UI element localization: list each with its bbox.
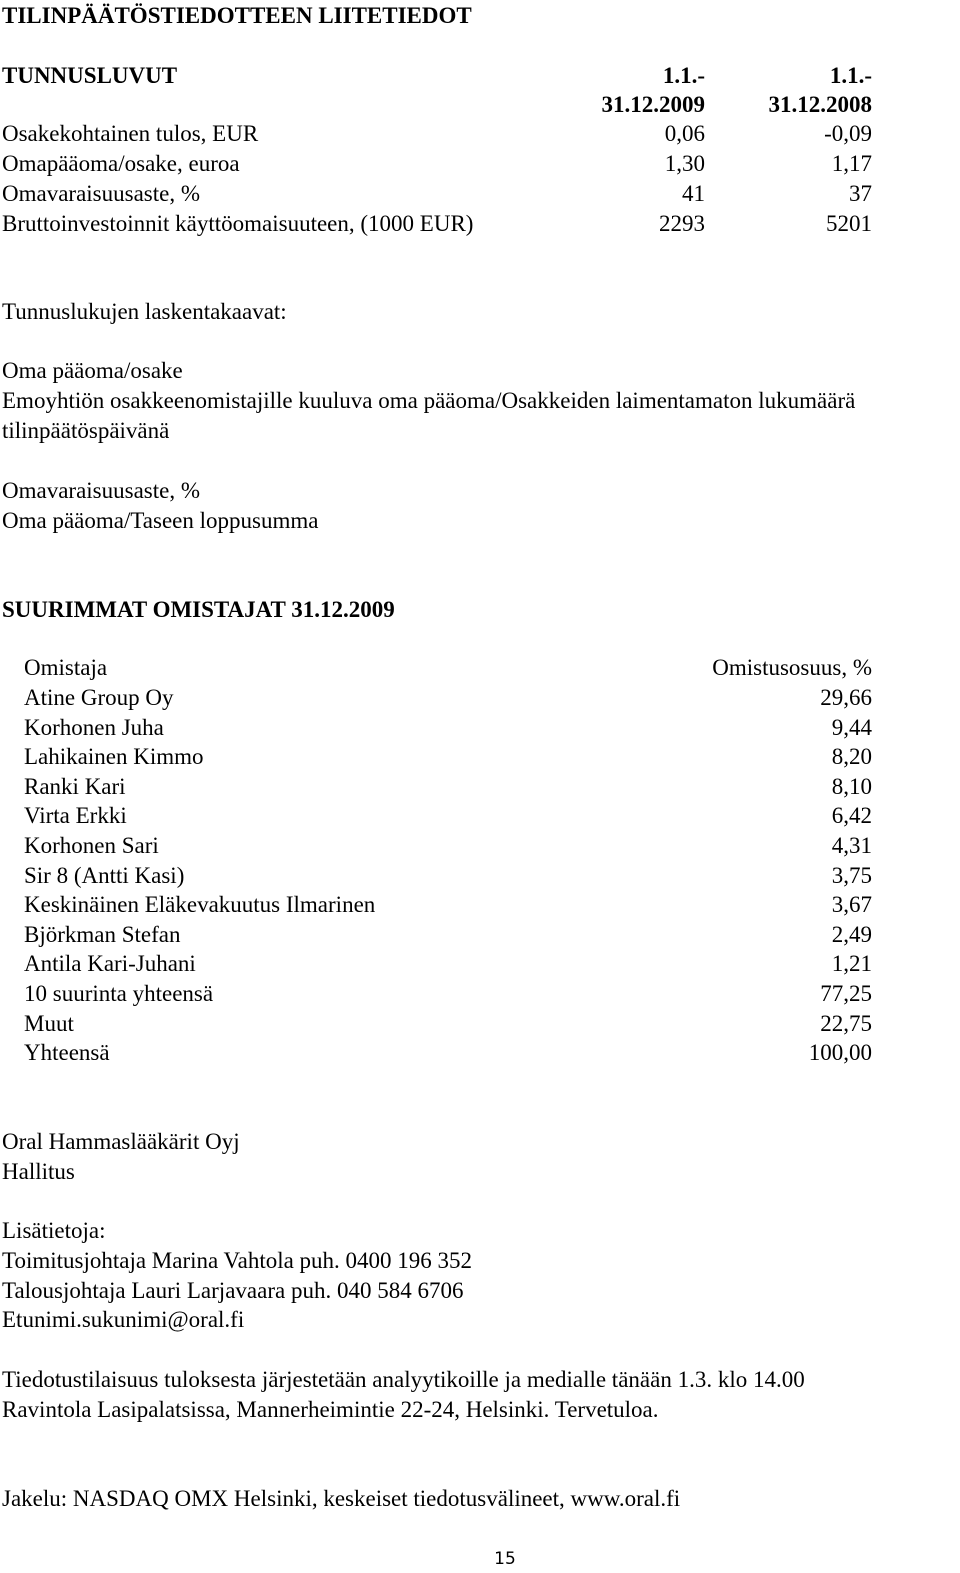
- kf-row-2008: 1,17: [831, 151, 872, 176]
- kf-row-2009: 0,06: [664, 121, 705, 146]
- owner-share: 22,75: [820, 1011, 872, 1036]
- owner-share: 3,75: [831, 863, 872, 888]
- contacts-title: Lisätietoja:: [2, 1218, 106, 1243]
- page-title: TILINPÄÄTÖSTIEDOTTEEN LIITETIEDOT: [2, 3, 472, 28]
- contact-ceo: Toimitusjohtaja Marina Vahtola puh. 0400 196 352: [2, 1248, 473, 1273]
- kf-row-label: Omapääoma/osake, euroa: [2, 151, 240, 176]
- owners-title: SUURIMMAT OMISTAJAT 31.12.2009: [2, 597, 395, 622]
- owner-name: Ranki Kari: [24, 774, 126, 799]
- briefing-line: Tiedotustilaisuus tuloksesta järjestetään analyytikoille ja medialle tänään 1.3. klo 14.00: [2, 1367, 805, 1392]
- owner-name: Muut: [24, 1011, 74, 1036]
- owner-name: Keskinäinen Eläkevakuutus Ilmarinen: [24, 892, 376, 917]
- col-2009-end: 31.12.2009: [601, 92, 705, 117]
- owner-name: Lahikainen Kimmo: [24, 744, 204, 769]
- formula-equity-line: tilinpäätöspäivänä: [2, 418, 170, 443]
- kf-row-label: Osakekohtainen tulos, EUR: [2, 121, 259, 146]
- contact-cfo: Talousjohtaja Lauri Larjavaara puh. 040 584 6706: [2, 1278, 464, 1303]
- formula-equity-line: Emoyhtiön osakkeenomistajille kuuluva oma pääoma/Osakkeiden laimentamaton lukumäärä: [2, 388, 856, 413]
- contact-email: Etunimi.sukunimi@oral.fi: [2, 1307, 245, 1332]
- kf-row-2008: 37: [849, 181, 872, 206]
- kf-row-2009: 41: [682, 181, 705, 206]
- owner-name: Virta Erkki: [24, 803, 127, 828]
- kf-row-2008: 5201: [826, 211, 872, 236]
- col-2008-start: 1.1.-: [829, 63, 872, 88]
- owner-name: Antila Kari-Juhani: [24, 951, 196, 976]
- formula-ratio-title: Omavaraisuusaste, %: [2, 478, 200, 503]
- kf-row-2008: -0,09: [824, 121, 872, 146]
- owner-share: 29,66: [820, 685, 872, 710]
- owner-name: Korhonen Juha: [24, 715, 164, 740]
- kf-row-2009: 2293: [659, 211, 705, 236]
- owner-name: Atine Group Oy: [24, 685, 174, 710]
- owner-share: 9,44: [831, 715, 872, 740]
- owner-name: Korhonen Sari: [24, 833, 159, 858]
- company-name: Oral Hammaslääkärit Oyj: [2, 1129, 240, 1154]
- distribution-line: Jakelu: NASDAQ OMX Helsinki, keskeiset tiedotusvälineet, www.oral.fi: [2, 1486, 681, 1511]
- owners-col-owner: Omistaja: [24, 655, 108, 680]
- owner-share: 2,49: [831, 922, 872, 947]
- briefing-line: Ravintola Lasipalatsissa, Mannerheimintie 22-24, Helsinki. Tervetuloa.: [2, 1397, 659, 1422]
- owner-name: Sir 8 (Antti Kasi): [24, 863, 185, 888]
- board-label: Hallitus: [2, 1159, 75, 1184]
- owner-name: Yhteensä: [24, 1040, 110, 1065]
- owner-share: 77,25: [820, 981, 872, 1006]
- page-number: 15: [494, 1549, 516, 1569]
- formulas-title: Tunnuslukujen laskentakaavat:: [2, 299, 287, 324]
- owner-share: 6,42: [831, 803, 872, 828]
- kf-row-label: Omavaraisuusaste, %: [2, 181, 200, 206]
- col-2009-start: 1.1.-: [662, 63, 705, 88]
- keyfigures-label: TUNNUSLUVUT: [2, 63, 178, 88]
- kf-row-2009: 1,30: [664, 151, 705, 176]
- owner-name: Björkman Stefan: [24, 922, 181, 947]
- owner-share: 100,00: [808, 1040, 872, 1065]
- col-2008-end: 31.12.2008: [768, 92, 872, 117]
- owner-share: 8,20: [831, 744, 872, 769]
- owner-name: 10 suurinta yhteensä: [24, 981, 214, 1006]
- owner-share: 4,31: [831, 833, 872, 858]
- owner-share: 1,21: [831, 951, 872, 976]
- formula-equity-title: Oma pääoma/osake: [2, 358, 183, 383]
- owner-share: 3,67: [831, 892, 872, 917]
- owner-share: 8,10: [831, 774, 872, 799]
- owners-col-share: Omistusosuus, %: [712, 655, 872, 680]
- formula-ratio-line: Oma pääoma/Taseen loppusumma: [2, 508, 319, 533]
- kf-row-label: Bruttoinvestoinnit käyttöomaisuuteen, (1000 EUR): [2, 211, 474, 236]
